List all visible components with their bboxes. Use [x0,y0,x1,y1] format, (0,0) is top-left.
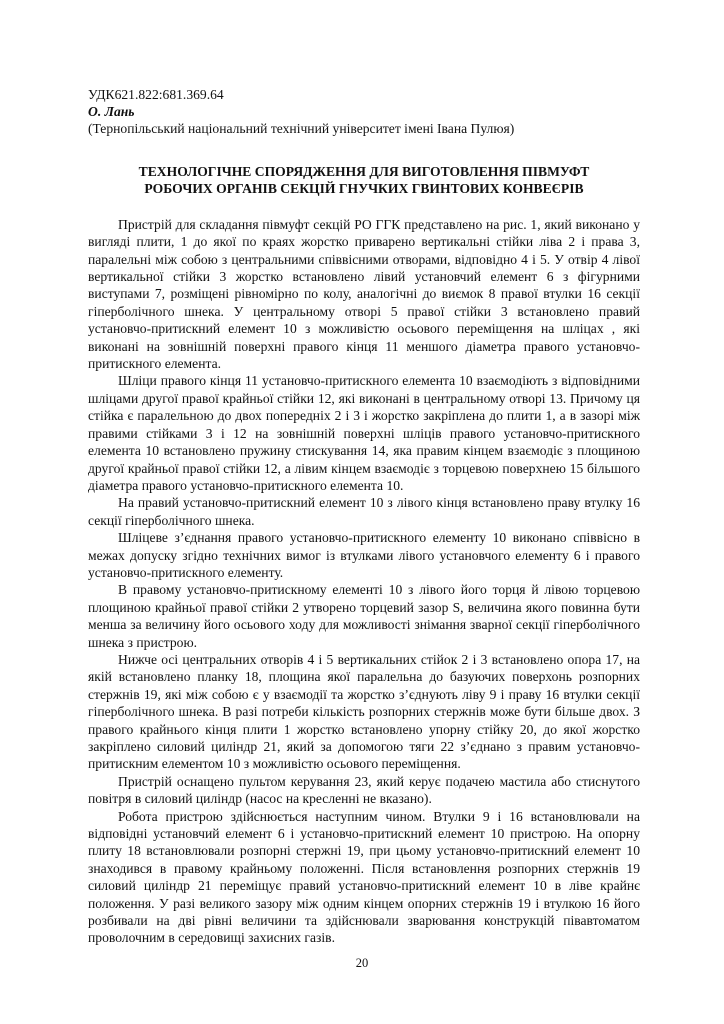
paragraph: Робота пристрою здійснюється наступним чином. Втулки 9 і 16 встановлювали на відповідні установчий елемент 6 і установчо-притискний елемент 10 пристрою. На опорну плиту 18 встановлювали розпорні стержні 19, при цьому установчо-притискний елемент 10 знаходився в правому крайньому положенні. Після встановлення розпорних стержнів 19 силовий циліндр 21 переміщує правий установчо-притискний елемент 10 в ліве крайнє положення. У разі великого зазору між одним кінцем опорних стержнів 19 і втулкою 16 його розбивали на дві рівні величини та здійснювали зварювання конструкцій півавтоматом проволочним в середовищі захисних газів. [88,808,640,946]
paragraph: На правий установчо-притискний елемент 10 з лівого кінця встановлено праву втулку 16 секції гіперболічного шнека. [88,495,640,528]
author-name: О. Лань [88,104,135,119]
page-number: 20 [355,956,369,970]
title-line: ТЕХНОЛОГІЧНЕ СПОРЯДЖЕННЯ ДЛЯ ВИГОТОВЛЕННЯ ПІВМУФТ [138,164,590,179]
body-text [88,216,640,947]
paper-page [88,86,640,947]
affiliation: (Тернопільський національний технічний університет імені Івана Пулюя) [88,121,515,136]
title-line: РОБОЧИХ ОРГАНІВ СЕКЦІЙ ГНУЧКИХ ГВИНТОВИХ КОНВЕЄРІВ [144,181,584,197]
paragraph: Пристрій для складання півмуфт секцій РО ГГК представлено на рис. 1, який виконано у вигляді плити, 1 до якої по краях жорстко приварено вертикальні стійки ліва 2 і права 3, паралельні між собою з центральними співвісними отворами, відповідно 4 і 5. У отвір 4 лівої вертикальної стійки 3 жорстко встановлено лівий установчий елемент 6 з фігурними виступами 7, розміщені рівномірно по колу, аналогічні до виємок 8 правої втулки 16 секції гіперболічного шнека. У центральному отворі 5 правої стійки 3 встановлено правий установчо-притискний елемент 10 з можливістю осьового переміщення на шліцах , які виконані на зовнішній поверхні правого кінця 11 меншого діаметра правого установчо-притискного елемента. [88,216,640,372]
paragraph: Шліцеве з’єднання правого установчо-притискного елементу 10 виконано співвісно в межах допуску згідно технічних вимог із втулками лівого установчого елементу 6 і правого установчо-притискного елементу. [88,530,640,580]
udc-code: УДК621.822:681.369.64 [88,87,224,102]
paragraph: Пристрій оснащено пультом керування 23, який керує подачею мастила або стиснутого повітря в силовий циліндр (насос на кресленні не вказано). [88,773,640,807]
paragraph: Шліци правого кінця 11 установчо-притискного елемента 10 взаємодіють з відповідними шліцами другої правої крайньої стійки 12, які виконані в центральному отворі 13. Причому ця стійка є паралельною до двох попередніх 2 і 3 і жорстко закріплена до плити 1, а в зазорі між правими стійками 3 і 12 на зовнішній поверхні шліців правого установчо-притискного елемента 10 встановлено пружину стискування 14, яка правим кінцем взаємодіє з площиною другої крайньої правої стійки 12, а лівим кінцем взаємодіє з торцевою поверхнею 15 більшого діаметра правого установчо-притискного елемента 10. [88,373,640,493]
paragraph: Нижче осі центральних отворів 4 і 5 вертикальних стійок 2 і 3 встановлено опора 17, на якій встановлено планку 18, площина якої паралельна до базуючих поверхонь розпорних стержнів 19, які між собою є у взаємодії та жорстко з’єднують ліву 9 і праву 16 втулки секції гіперболічного шнека. В разі потреби кількість розпорних стержнів може бути більше двох. З правого крайнього кінця плити 1 жорстко встановлено упорну стійку 20, до якої жорстко закріплено силовий циліндр 21, який за допомогою тяги 22 з’єднано з правим установчо-притискним елементом 10 з можливістю осьового переміщення. [88,651,640,772]
paper-title [88,163,640,198]
paragraph: В правому установчо-притискному елементі 10 з лівого його торця й лівою торцевою площиною крайньої правої стійки 2 утворено торцевий зазор S, величина якого повинна бути менша за величину його осьового ходу для можливості знімання зварної секції гіперболічного шнека з пристрою. [88,582,640,650]
